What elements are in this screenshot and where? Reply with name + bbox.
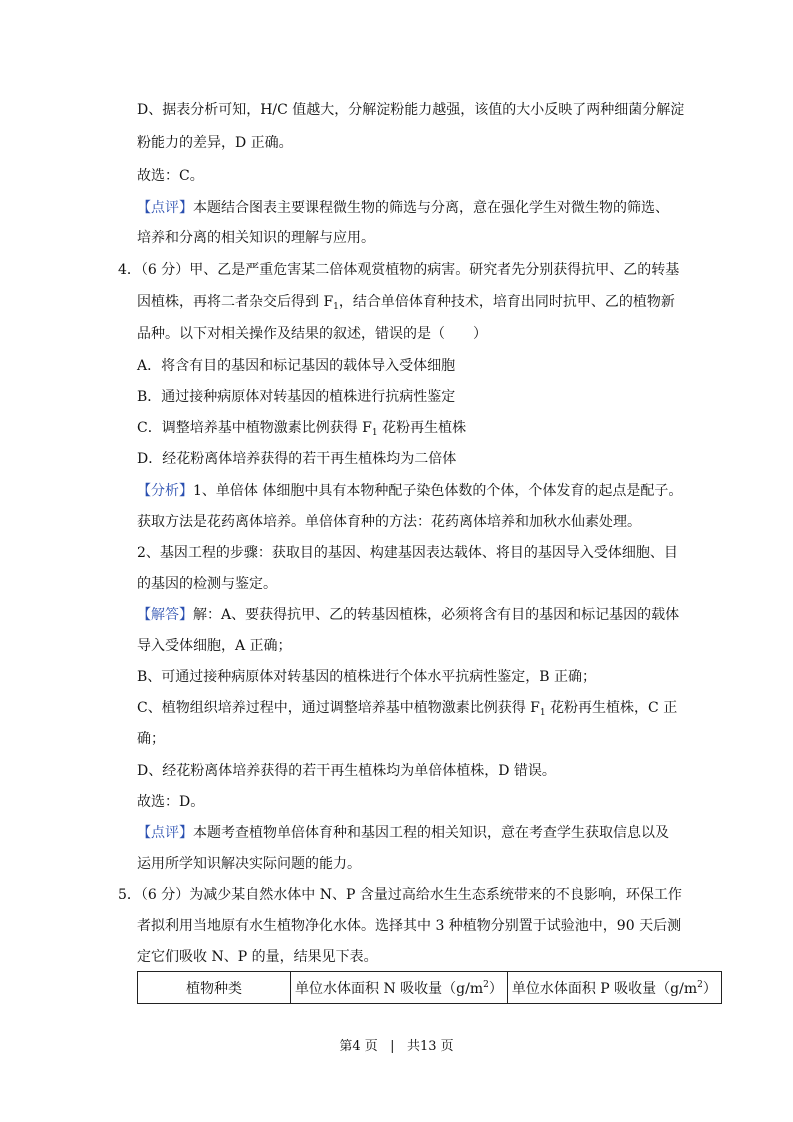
superscript: 2 (697, 979, 703, 990)
text-line: D、经花粉离体培养获得的若干再生植株均为单倍体植株，D 错误。 (137, 763, 556, 779)
text-line (137, 698, 677, 718)
text-line: 导入受体细胞，A 正确； (137, 638, 292, 654)
text-span: 单位水体面积 N 吸收量（g/m (295, 980, 484, 997)
answer-text: 解：A、要获得抗甲、乙的转基因植株，必须将含有目的基因和标记基因的载体 (193, 607, 680, 623)
text-line: 故选：D。 (137, 794, 205, 810)
text-line (137, 292, 675, 312)
analysis-tag: 【分析】 (137, 483, 193, 499)
subscript: 1 (371, 428, 378, 438)
answer-line (137, 605, 679, 625)
comment-line (137, 198, 669, 218)
text-line: 培养和分离的相关知识的理解与应用。 (137, 230, 375, 246)
text-span: 花粉再生植株 (377, 420, 467, 436)
text-span: C、植物组织培养过程中，通过调整培养基中植物激素比例获得 F (137, 700, 540, 716)
answer-tag: 【解答】 (137, 607, 193, 623)
text-span: ，结合单倍体育种技术，培育出同时抗甲、乙的植物新 (338, 294, 675, 310)
text-line: 者拟利用当地原有水生植物净化水体。选择其中 3 种植物分别置于试验池中，90 天后测 (137, 918, 682, 934)
data-table (137, 971, 722, 1004)
option-b: B．通过接种病原体对转基因的植株进行抗病性鉴定 (137, 389, 456, 405)
text-span: 单位水体面积 P 吸收量（g/m (511, 980, 698, 997)
text-span: 花粉再生植株，C 正 (545, 700, 678, 716)
text-line: 品种。以下对相关操作及结果的叙述，错误的是（ ） (137, 326, 487, 342)
comment-tag: 【点评】 (137, 825, 193, 841)
superscript: 2 (483, 979, 489, 990)
footer-separator: | (390, 1039, 395, 1054)
page-total: 共13 页 (406, 1039, 454, 1054)
text-line: 2、基因工程的步骤：获取目的基因、构建基因表达载体、将目的基因导入受体细胞、目 (137, 545, 678, 561)
text-line: 确； (137, 731, 165, 747)
subscript: 1 (333, 302, 339, 312)
table-header-row (138, 972, 722, 1004)
option-c (137, 418, 466, 438)
comment-line (137, 823, 669, 843)
text-span: 因植株，再将二者杂交后得到 F (137, 294, 334, 310)
text-line: 的基因的检测与鉴定。 (137, 576, 277, 592)
text-line: 运用所学知识解决实际问题的能力。 (137, 856, 361, 872)
analysis-text: 1、单倍体 体细胞中具有本物种配子染色体数的个体，个体发育的起点是配子。 (193, 483, 683, 499)
table-header-cell: 植物种类 (138, 972, 291, 1004)
comment-tag: 【点评】 (137, 200, 193, 216)
text-line: 粉能力的差异，D 正确。 (137, 135, 293, 151)
analysis-line (137, 481, 682, 501)
page-footer (0, 1038, 793, 1056)
option-d: D．经花粉离体培养获得的若干再生植株均为二倍体 (137, 451, 457, 467)
text-span: C．调整培养基中植物激素比例获得 F (137, 420, 372, 436)
text-span: ） (488, 980, 503, 997)
text-line: 获取方法是花药离体培养。单倍体育种的方法：花药离体培养和加秋水仙素处理。 (137, 514, 641, 530)
text-line: B、可通过接种病原体对转基因的植株进行个体水平抗病性鉴定，B 正确； (137, 669, 597, 685)
table-header-cell (291, 972, 508, 1004)
comment-text: 本题考查植物单倍体育种和基因工程的相关知识，意在考查学生获取信息以及 (193, 825, 669, 841)
text-span: ） (702, 980, 717, 997)
text-line: D、据表分析可知，H/C 值越大，分解淀粉能力越强，该值的大小反映了两种细菌分解淀 (137, 102, 685, 118)
comment-text: 本题结合图表主要课程微生物的筛选与分离，意在强化学生对微生物的筛选、 (193, 200, 669, 216)
question-4-stem: 4．（6 分）甲、乙是严重危害某二倍体观赏植物的病害。研究者先分别获得抗甲、乙的转基 (118, 262, 680, 278)
table-header-cell (507, 972, 721, 1004)
question-5-stem: 5．（6 分）为减少某自然水体中 N、P 含量过高给水生生态系统带来的不良影响，环保工作 (118, 887, 682, 903)
text-line: 故选：C。 (137, 168, 204, 184)
text-line: 定它们吸收 N、P 的量，结果见下表。 (137, 949, 378, 965)
subscript: 1 (539, 708, 546, 718)
option-a: A．将含有目的基因和标记基因的载体导入受体细胞 (137, 358, 456, 374)
page-number: 第4 页 (339, 1039, 378, 1054)
